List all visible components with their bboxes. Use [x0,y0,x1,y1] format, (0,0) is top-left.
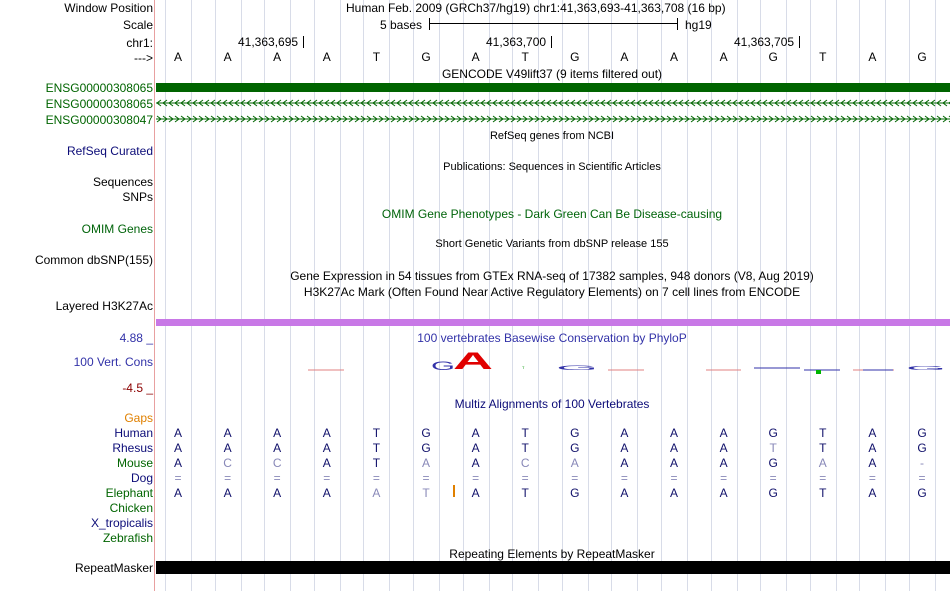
alignment-base: A [719,486,728,500]
species-label-dog[interactable]: Dog [130,471,153,485]
species-label-chicken[interactable]: Chicken [109,501,153,515]
svg-text:G: G [431,359,455,373]
alignment-base: A [669,426,678,440]
species-label-rhesus[interactable]: Rhesus [112,441,153,455]
phylop-plot[interactable] [156,346,950,382]
alignment-base: T [372,441,381,455]
alignment-base: A [868,441,877,455]
repeatmasker-bar[interactable] [156,561,950,574]
alignment-base: T [819,426,827,440]
alignment-base: G [421,441,431,455]
phylop-label[interactable]: 100 Vert. Cons [73,355,153,369]
alignment-base: = [819,471,827,485]
alignment-base: A [669,456,678,470]
alignment-base: = [224,471,232,485]
dbsnp-track-title[interactable]: Short Genetic Variants from dbSNP release 155 [435,238,669,250]
alignment-base: A [273,486,282,500]
gap-indicator [453,485,455,497]
h3k27ac-track-title[interactable]: H3K27Ac Mark (Often Found Near Active Regulatory Elements) on 7 cell lines from ENCODE [303,285,801,299]
gencode-item-bar-2[interactable] [156,97,950,109]
alignment-base: A [719,426,728,440]
alignment-base: A [223,426,232,440]
alignment-base: = [422,471,430,485]
alignment-base: = [720,471,728,485]
scale-label: Scale [122,18,153,32]
dbsnp-label[interactable]: Common dbSNP(155) [34,253,153,267]
gencode-item-label-3[interactable]: ENSG00000308047 [45,113,153,127]
reference-base: T [819,50,827,64]
repeatmasker-label[interactable]: RepeatMasker [74,561,153,575]
reference-base: A [620,50,629,64]
reference-base: G [917,50,927,64]
gencode-track-title[interactable]: GENCODE V49lift37 (9 items filtered out) [441,67,663,81]
svg-text:G: G [906,366,948,372]
alignment-base: = [918,471,926,485]
reference-base: G [768,50,778,64]
window-position-value: Human Feb. 2009 (GRCh37/hg19) chr1:41,363,693-41,363,708 (16 bp) [346,1,726,15]
svg-text:G: G [556,366,601,372]
alignment-base: T [819,486,827,500]
alignment-base: A [471,426,480,440]
species-label-human[interactable]: Human [114,426,153,440]
ruler-tick [799,36,800,48]
reference-base: A [719,50,728,64]
alignment-base: = [472,471,480,485]
alignment-base: A [669,486,678,500]
alignment-base: G [570,426,580,440]
window-position-label: Window Position [64,1,153,15]
phylop-max-value: 4.88 _ [119,331,153,345]
gaps-label[interactable]: Gaps [124,411,153,425]
alignment-base: A [223,486,232,500]
reference-base: G [570,50,580,64]
reference-base: A [471,50,480,64]
alignment-base: = [372,471,380,485]
alignment-base: G [768,426,778,440]
gencode-item-bar-1[interactable] [156,83,950,92]
alignment-base: = [670,471,678,485]
alignment-base: G [421,426,431,440]
alignment-base: G [917,426,927,440]
alignment-base: C [223,456,232,470]
alignment-base: A [322,486,331,500]
alignment-base: A [868,486,877,500]
multiz-track-title[interactable]: Multiz Alignments of 100 Vertebrates [454,397,650,411]
scale-bar [429,23,678,24]
omim-genes-label[interactable]: OMIM Genes [81,222,153,236]
alignment-base: A [471,456,480,470]
alignment-base: G [917,441,927,455]
species-label-zebrafish[interactable]: Zebrafish [102,531,153,545]
alignment-base: T [769,441,777,455]
alignment-base: A [719,456,728,470]
gtex-track-title[interactable]: Gene Expression in 54 tissues from GTEx RNA-seq of 17382 samples, 948 donors (V8, Aug 2019) [290,269,814,283]
alignment-base: = [174,471,182,485]
ruler-tick [303,36,304,48]
ruler-tick [551,36,552,48]
alignment-base: = [521,471,529,485]
scale-value: 5 bases [380,18,423,32]
alignment-base: T [521,486,529,500]
alignment-base: = [620,471,628,485]
svg-text:T: T [522,365,525,370]
alignment-base: A [173,456,182,470]
alignment-base: A [322,441,331,455]
species-label-x_tropicalis[interactable]: X_tropicalis [90,516,153,530]
gencode-item-label-2[interactable]: ENSG00000308065 [45,97,153,111]
phylop-min-value: -4.5 _ [122,381,153,395]
alignment-base: A [372,486,381,500]
scale-bar-left-end [429,18,430,30]
alignment-base: A [273,441,282,455]
alignment-base: G [768,486,778,500]
reference-base: A [223,50,232,64]
h3k27ac-label[interactable]: Layered H3K27Ac [55,299,153,313]
alignment-base: C [520,456,530,470]
ruler-tick-label: 41,363,705 [734,35,795,49]
alignment-base: = [571,471,579,485]
scale-assembly: hg19 [685,18,712,32]
reference-base: A [173,50,182,64]
svg-text:A: A [453,348,493,375]
scale-bar-right-end [677,18,678,30]
alignment-base: A [173,426,182,440]
alignment-base: = [868,471,876,485]
alignment-base: = [273,471,281,485]
alignment-base: A [620,486,629,500]
reference-base: T [372,50,381,64]
track-divider-line [154,0,155,591]
alignment-base: A [818,456,827,470]
alignment-base: T [819,441,827,455]
publications-track-title[interactable]: Publications: Sequences in Scientific Articles [443,161,661,173]
alignment-base: T [422,486,430,500]
alignment-base: A [620,426,629,440]
reference-base: T [521,50,529,64]
alignment-base: A [223,441,232,455]
alignment-base: A [471,441,480,455]
gencode-item-bar-3[interactable] [156,113,950,125]
alignment-base: A [620,456,629,470]
repeatmasker-track-title[interactable]: Repeating Elements by RepeatMasker [449,547,655,561]
ruler-tick-label: 41,363,695 [238,35,299,49]
reference-base: A [273,50,282,64]
alignment-base: - [920,456,924,470]
alignment-base: G [768,456,778,470]
alignment-base: A [669,441,678,455]
alignment-base: G [570,486,580,500]
alignment-base: A [471,486,480,500]
phylop-track-title[interactable]: 100 vertebrates Basewise Conservation by PhyloP [417,331,687,345]
alignment-base: A [421,456,430,470]
alignment-base: T [372,426,381,440]
alignment-base: G [570,441,580,455]
species-label-elephant[interactable]: Elephant [105,486,153,500]
alignment-base: T [372,456,381,470]
alignment-base: = [769,471,777,485]
strand-arrow-label: ---> [134,51,153,65]
alignment-base: A [322,456,331,470]
refseq-curated-label[interactable]: RefSeq Curated [66,144,153,158]
alignment-base: A [570,456,579,470]
alignment-base: A [620,441,629,455]
publications-snps-label[interactable]: SNPs [122,190,153,204]
alignment-base: A [868,426,877,440]
alignment-base: G [917,486,927,500]
refseq-track-title[interactable]: RefSeq genes from NCBI [489,130,615,142]
alignment-base: = [323,471,331,485]
chr-label: chr1: [126,36,153,50]
gencode-item-label-1[interactable]: ENSG00000308065 [45,81,153,95]
reference-base: A [669,50,678,64]
publications-sequences-label[interactable]: Sequences [92,175,153,189]
alignment-base: A [173,441,182,455]
alignment-base: T [521,441,529,455]
alignment-base: A [868,456,877,470]
alignment-base: A [322,426,331,440]
alignment-base: C [272,456,282,470]
species-label-mouse[interactable]: Mouse [116,456,153,470]
alignment-base: A [173,486,182,500]
alignment-base: A [719,441,728,455]
ruler-tick-label: 41,363,700 [486,35,547,49]
omim-track-title[interactable]: OMIM Gene Phenotypes - Dark Green Can Be Disease-causing [381,207,723,221]
reference-base: A [868,50,877,64]
reference-base: G [421,50,431,64]
alignment-base: A [273,426,282,440]
alignment-base: T [521,426,529,440]
h3k27ac-signal-bar[interactable] [156,319,950,326]
reference-base: A [322,50,331,64]
